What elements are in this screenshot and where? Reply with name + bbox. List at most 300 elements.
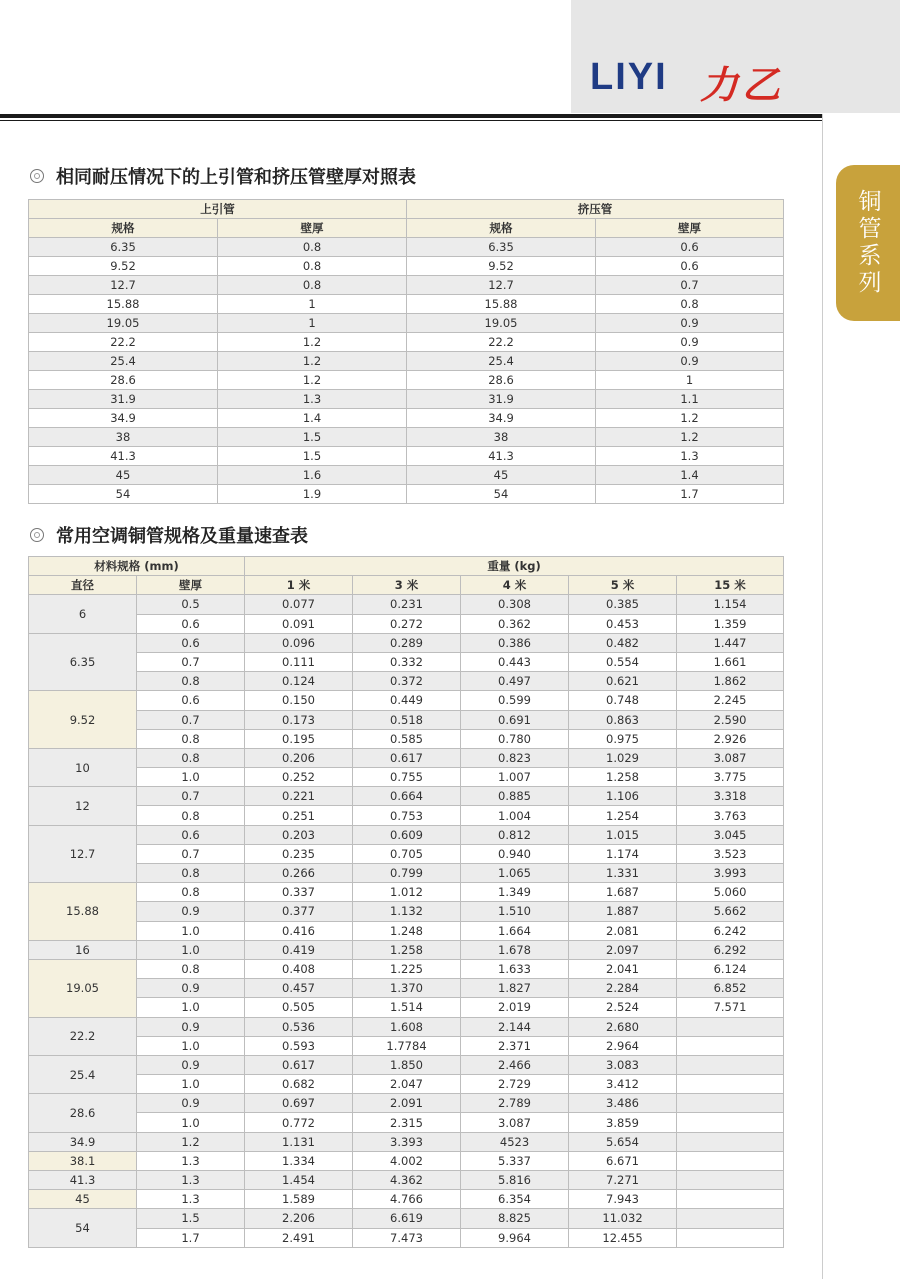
table-cell: 0.419 (245, 940, 353, 959)
table-cell: 0.7 (137, 844, 245, 863)
table-row (29, 428, 784, 447)
table-cell: 1.0 (137, 940, 245, 959)
table-cell: 31.9 (407, 390, 596, 409)
column-header: 壁厚 (596, 219, 784, 238)
table-cell: 0.266 (245, 864, 353, 883)
table-cell: 1.3 (596, 447, 784, 466)
table-cell: 0.231 (353, 595, 461, 614)
table-cell: 0.554 (569, 652, 677, 671)
table-cell: 1.1 (596, 390, 784, 409)
diameter-cell: 22.2 (29, 1017, 137, 1055)
table-cell: 5.654 (569, 1132, 677, 1151)
table-cell: 0.505 (245, 998, 353, 1017)
table-cell: 0.9 (137, 902, 245, 921)
header-rule-thin (0, 120, 822, 121)
table-cell: 0.235 (245, 844, 353, 863)
table-cell: 2.284 (569, 979, 677, 998)
table-cell: 2.491 (245, 1228, 353, 1247)
table-cell: 1.4 (596, 466, 784, 485)
group-header: 材料规格 (mm) (29, 557, 245, 576)
table-cell: 1.015 (569, 825, 677, 844)
table-cell: 31.9 (29, 390, 218, 409)
table-row (29, 1055, 784, 1074)
table-cell: 4.362 (353, 1171, 461, 1190)
table-cell: 0.772 (245, 1113, 353, 1132)
table-cell: 0.362 (461, 614, 569, 633)
table-cell: 12.7 (407, 276, 596, 295)
table-cell: 0.6 (137, 614, 245, 633)
table-cell: 34.9 (407, 409, 596, 428)
table-cell: 1.258 (569, 768, 677, 787)
table-cell (677, 1151, 784, 1170)
side-tab[interactable] (836, 165, 900, 321)
table-row (29, 1190, 784, 1209)
table-cell: 2.466 (461, 1055, 569, 1074)
table-cell: 1.3 (137, 1151, 245, 1170)
circle-bullet-icon (30, 169, 44, 183)
table-row (29, 902, 784, 921)
table-cell: 1.608 (353, 1017, 461, 1036)
diameter-cell: 16 (29, 940, 137, 959)
diameter-cell: 9.52 (29, 691, 137, 749)
table-cell: 6.354 (461, 1190, 569, 1209)
table-cell: 2.245 (677, 691, 784, 710)
table-cell: 0.7 (137, 652, 245, 671)
brand-logo-latin: LIYI (590, 56, 668, 98)
table-cell: 4.766 (353, 1190, 461, 1209)
table-cell: 1.248 (353, 921, 461, 940)
table-cell: 0.453 (569, 614, 677, 633)
table-cell: 6.35 (29, 238, 218, 257)
table-cell: 38 (29, 428, 218, 447)
table-body (29, 595, 784, 1247)
table-cell: 1.3 (218, 390, 407, 409)
table-cell: 1.0 (137, 1036, 245, 1055)
table-cell (677, 1113, 784, 1132)
table-cell: 0.251 (245, 806, 353, 825)
table-cell: 1.254 (569, 806, 677, 825)
table-cell: 0.308 (461, 595, 569, 614)
table-cell: 0.5 (137, 595, 245, 614)
table-cell: 1.331 (569, 864, 677, 883)
table-cell: 6.619 (353, 1209, 461, 1228)
table-cell: 7.571 (677, 998, 784, 1017)
diameter-cell: 28.6 (29, 1094, 137, 1132)
table-cell: 0.8 (218, 257, 407, 276)
column-header: 4 米 (461, 576, 569, 595)
table-cell: 0.385 (569, 595, 677, 614)
table-row (29, 768, 784, 787)
table-row (29, 1151, 784, 1170)
table-cell: 0.621 (569, 672, 677, 691)
table-cell: 1.225 (353, 959, 461, 978)
table-row (29, 691, 784, 710)
table-row (29, 979, 784, 998)
table-row (29, 447, 784, 466)
table-cell: 0.7 (596, 276, 784, 295)
table-cell: 22.2 (407, 333, 596, 352)
page-divider (822, 114, 823, 1279)
table-row (29, 409, 784, 428)
table-cell: 2.041 (569, 959, 677, 978)
table-cell: 0.206 (245, 748, 353, 767)
table-cell: 5.060 (677, 883, 784, 902)
table-cell: 0.372 (353, 672, 461, 691)
table-cell (677, 1171, 784, 1190)
table-row (29, 1036, 784, 1055)
table-row (29, 352, 784, 371)
table-cell: 1.7 (137, 1228, 245, 1247)
table-cell: 6.242 (677, 921, 784, 940)
table-cell: 0.111 (245, 652, 353, 671)
diameter-cell: 45 (29, 1190, 137, 1209)
table-cell: 54 (29, 485, 218, 504)
table-row (29, 614, 784, 633)
table-row (29, 864, 784, 883)
table-cell: 0.9 (596, 314, 784, 333)
table-cell: 0.7 (137, 787, 245, 806)
brand-logo-cjk: 力乙 (700, 63, 785, 107)
table-row (29, 806, 784, 825)
table-cell: 1 (218, 314, 407, 333)
table-cell: 1.258 (353, 940, 461, 959)
table-cell: 0.940 (461, 844, 569, 863)
table-cell: 0.9 (596, 352, 784, 371)
table-cell: 7.271 (569, 1171, 677, 1190)
table-cell: 1.633 (461, 959, 569, 978)
table-cell: 0.289 (353, 633, 461, 652)
table-cell (677, 1017, 784, 1036)
table-cell: 1.065 (461, 864, 569, 883)
table-cell: 0.780 (461, 729, 569, 748)
table-cell: 0.8 (137, 806, 245, 825)
table-row (29, 729, 784, 748)
table-cell: 1.827 (461, 979, 569, 998)
table-cell: 19.05 (407, 314, 596, 333)
table-cell: 0.408 (245, 959, 353, 978)
table-cell: 1.2 (596, 428, 784, 447)
table-cell: 9.52 (407, 257, 596, 276)
table-cell: 1.3 (137, 1171, 245, 1190)
table-cell: 0.6 (137, 825, 245, 844)
table-cell: 5.662 (677, 902, 784, 921)
table-cell: 0.7 (137, 710, 245, 729)
table-cell: 15.88 (407, 295, 596, 314)
table-row (29, 825, 784, 844)
table-cell: 1.154 (677, 595, 784, 614)
table-cell: 1.370 (353, 979, 461, 998)
table-cell: 0.617 (245, 1055, 353, 1074)
table-cell: 45 (407, 466, 596, 485)
diameter-cell: 12 (29, 787, 137, 825)
table-cell: 0.863 (569, 710, 677, 729)
table-cell: 41.3 (29, 447, 218, 466)
table-cell: 0.221 (245, 787, 353, 806)
table-cell (677, 1094, 784, 1113)
table-cell: 1.131 (245, 1132, 353, 1151)
table-cell: 9.964 (461, 1228, 569, 1247)
table-cell: 4.002 (353, 1151, 461, 1170)
table-cell: 0.705 (353, 844, 461, 863)
wall-thickness-table (28, 199, 784, 504)
table-cell: 3.523 (677, 844, 784, 863)
table-cell: 1.0 (137, 1113, 245, 1132)
table-cell: 3.775 (677, 768, 784, 787)
table-row (29, 1113, 784, 1132)
table-cell: 6.852 (677, 979, 784, 998)
table-cell: 1.7 (596, 485, 784, 504)
table-cell: 1.2 (596, 409, 784, 428)
table-cell: 0.337 (245, 883, 353, 902)
column-header: 15 米 (677, 576, 784, 595)
table-cell: 0.799 (353, 864, 461, 883)
diameter-cell: 6 (29, 595, 137, 633)
table-row (29, 390, 784, 409)
table-cell: 0.518 (353, 710, 461, 729)
table-cell: 1.4 (218, 409, 407, 428)
table-cell: 0.599 (461, 691, 569, 710)
table-cell: 1.0 (137, 768, 245, 787)
table-cell (677, 1075, 784, 1094)
table-cell: 15.88 (29, 295, 218, 314)
table-cell: 2.144 (461, 1017, 569, 1036)
table-cell: 2.206 (245, 1209, 353, 1228)
table-cell: 38 (407, 428, 596, 447)
table-cell: 0.755 (353, 768, 461, 787)
table-cell: 34.9 (29, 409, 218, 428)
table-cell: 1.174 (569, 844, 677, 863)
diameter-cell: 6.35 (29, 633, 137, 691)
table-cell: 1.514 (353, 998, 461, 1017)
table-cell: 1 (218, 295, 407, 314)
table-cell: 0.975 (569, 729, 677, 748)
table-cell: 41.3 (407, 447, 596, 466)
diameter-cell: 41.3 (29, 1171, 137, 1190)
section-title-weight (30, 522, 308, 548)
table-cell: 1.007 (461, 768, 569, 787)
table-cell: 2.964 (569, 1036, 677, 1055)
table-row (29, 595, 784, 614)
table-row (29, 1094, 784, 1113)
table-cell: 1.2 (218, 371, 407, 390)
table-cell: 1.359 (677, 614, 784, 633)
table-cell: 1.6 (218, 466, 407, 485)
table-cell: 2.590 (677, 710, 784, 729)
table-cell: 0.377 (245, 902, 353, 921)
table-cell: 3.993 (677, 864, 784, 883)
table-cell: 45 (29, 466, 218, 485)
section-title-text: 相同耐压情况下的上引管和挤压管壁厚对照表 (56, 167, 416, 188)
table-cell: 0.096 (245, 633, 353, 652)
table-cell: 0.9 (137, 979, 245, 998)
table-cell: 28.6 (29, 371, 218, 390)
group-header: 重量 (kg) (245, 557, 784, 576)
table-cell: 1.9 (218, 485, 407, 504)
table-cell: 2.729 (461, 1075, 569, 1094)
table-cell: 0.8 (137, 864, 245, 883)
table-row (29, 333, 784, 352)
table-cell: 1.850 (353, 1055, 461, 1074)
table-cell: 3.486 (569, 1094, 677, 1113)
table-cell: 1 (596, 371, 784, 390)
table-cell: 11.032 (569, 1209, 677, 1228)
table-row (29, 633, 784, 652)
table-cell: 3.083 (569, 1055, 677, 1074)
table-cell: 0.8 (137, 672, 245, 691)
table-cell: 0.585 (353, 729, 461, 748)
column-header: 规格 (407, 219, 596, 238)
table-row (29, 1171, 784, 1190)
table-cell: 1.0 (137, 921, 245, 940)
column-header: 壁厚 (218, 219, 407, 238)
circle-bullet-icon (30, 528, 44, 542)
table-row (29, 652, 784, 671)
table-cell: 1.3 (137, 1190, 245, 1209)
header-rule (0, 114, 822, 118)
table-row (29, 940, 784, 959)
table-cell: 0.6 (596, 238, 784, 257)
table-cell: 1.2 (137, 1132, 245, 1151)
table-cell: 8.825 (461, 1209, 569, 1228)
table-cell: 1.029 (569, 748, 677, 767)
table-row (29, 371, 784, 390)
table-cell: 28.6 (407, 371, 596, 390)
table-row (29, 314, 784, 333)
table-cell: 2.097 (569, 940, 677, 959)
table-cell: 1.589 (245, 1190, 353, 1209)
table-row (29, 921, 784, 940)
table-cell: 3.393 (353, 1132, 461, 1151)
table-cell: 0.885 (461, 787, 569, 806)
table-cell: 0.691 (461, 710, 569, 729)
table-cell: 1.012 (353, 883, 461, 902)
table-cell: 3.045 (677, 825, 784, 844)
table-cell: 6.292 (677, 940, 784, 959)
table-cell: 1.2 (218, 352, 407, 371)
table-cell: 2.789 (461, 1094, 569, 1113)
table-cell: 1.004 (461, 806, 569, 825)
table-cell: 1.132 (353, 902, 461, 921)
table-cell: 2.680 (569, 1017, 677, 1036)
table-row (29, 959, 784, 978)
table-cell: 25.4 (407, 352, 596, 371)
table-cell: 0.195 (245, 729, 353, 748)
table-cell: 2.047 (353, 1075, 461, 1094)
table-cell: 7.943 (569, 1190, 677, 1209)
column-header: 5 米 (569, 576, 677, 595)
table-cell: 0.482 (569, 633, 677, 652)
table-cell: 0.150 (245, 691, 353, 710)
table-cell: 0.8 (218, 276, 407, 295)
table-cell: 1.862 (677, 672, 784, 691)
table-cell: 1.0 (137, 998, 245, 1017)
table-cell: 2.091 (353, 1094, 461, 1113)
table-row (29, 1132, 784, 1151)
table-cell: 1.349 (461, 883, 569, 902)
table-row (29, 276, 784, 295)
table-cell: 1.334 (245, 1151, 353, 1170)
table-cell: 0.8 (137, 748, 245, 767)
table-cell (677, 1228, 784, 1247)
table-cell: 12.455 (569, 1228, 677, 1247)
table-row (29, 295, 784, 314)
table-cell: 19.05 (29, 314, 218, 333)
table-cell: 1.5 (218, 447, 407, 466)
table-cell: 1.661 (677, 652, 784, 671)
diameter-cell: 10 (29, 748, 137, 786)
table-row (29, 238, 784, 257)
table-row (29, 1209, 784, 1228)
table-cell: 2.524 (569, 998, 677, 1017)
table-cell: 1.687 (569, 883, 677, 902)
table-row (29, 844, 784, 863)
table-row (29, 466, 784, 485)
table-cell: 0.6 (596, 257, 784, 276)
table-cell: 0.203 (245, 825, 353, 844)
table-cell: 6.671 (569, 1151, 677, 1170)
table-cell: 0.697 (245, 1094, 353, 1113)
table-cell: 2.315 (353, 1113, 461, 1132)
table-cell: 12.7 (29, 276, 218, 295)
table-cell: 0.6 (137, 691, 245, 710)
table-row (29, 748, 784, 767)
table-cell: 1.678 (461, 940, 569, 959)
table-cell: 22.2 (29, 333, 218, 352)
table-cell: 1.454 (245, 1171, 353, 1190)
table-cell: 0.9 (596, 333, 784, 352)
table-cell: 3.859 (569, 1113, 677, 1132)
table-cell: 3.318 (677, 787, 784, 806)
table-cell: 0.497 (461, 672, 569, 691)
table-cell: 0.9 (137, 1017, 245, 1036)
table-cell: 1.106 (569, 787, 677, 806)
table-cell: 1.2 (218, 333, 407, 352)
diameter-cell: 15.88 (29, 883, 137, 941)
table-cell: 1.887 (569, 902, 677, 921)
table-cell: 0.9 (137, 1055, 245, 1074)
table-cell: 5.816 (461, 1171, 569, 1190)
table-cell: 0.077 (245, 595, 353, 614)
table-body (29, 238, 784, 504)
table-cell: 0.8 (596, 295, 784, 314)
column-header: 规格 (29, 219, 218, 238)
table-cell: 1.664 (461, 921, 569, 940)
column-header: 直径 (29, 576, 137, 595)
table-cell: 0.823 (461, 748, 569, 767)
table-cell: 0.9 (137, 1094, 245, 1113)
diameter-cell: 54 (29, 1209, 137, 1247)
table-row (29, 1075, 784, 1094)
side-tab-label: 铜管系列 (854, 189, 881, 297)
diameter-cell: 25.4 (29, 1055, 137, 1093)
weight-table (28, 556, 784, 1248)
table-cell: 2.371 (461, 1036, 569, 1055)
table-cell: 3.087 (461, 1113, 569, 1132)
table-row (29, 485, 784, 504)
table-cell: 6.35 (407, 238, 596, 257)
table-cell (677, 1055, 784, 1074)
table-cell (677, 1209, 784, 1228)
table-cell: 0.8 (137, 959, 245, 978)
table-cell: 0.617 (353, 748, 461, 767)
table-cell: 0.6 (137, 633, 245, 652)
table-cell: 3.763 (677, 806, 784, 825)
table-cell: 0.091 (245, 614, 353, 633)
diameter-cell: 19.05 (29, 959, 137, 1017)
table-cell: 2.019 (461, 998, 569, 1017)
table-cell: 1.510 (461, 902, 569, 921)
table-cell: 9.52 (29, 257, 218, 276)
